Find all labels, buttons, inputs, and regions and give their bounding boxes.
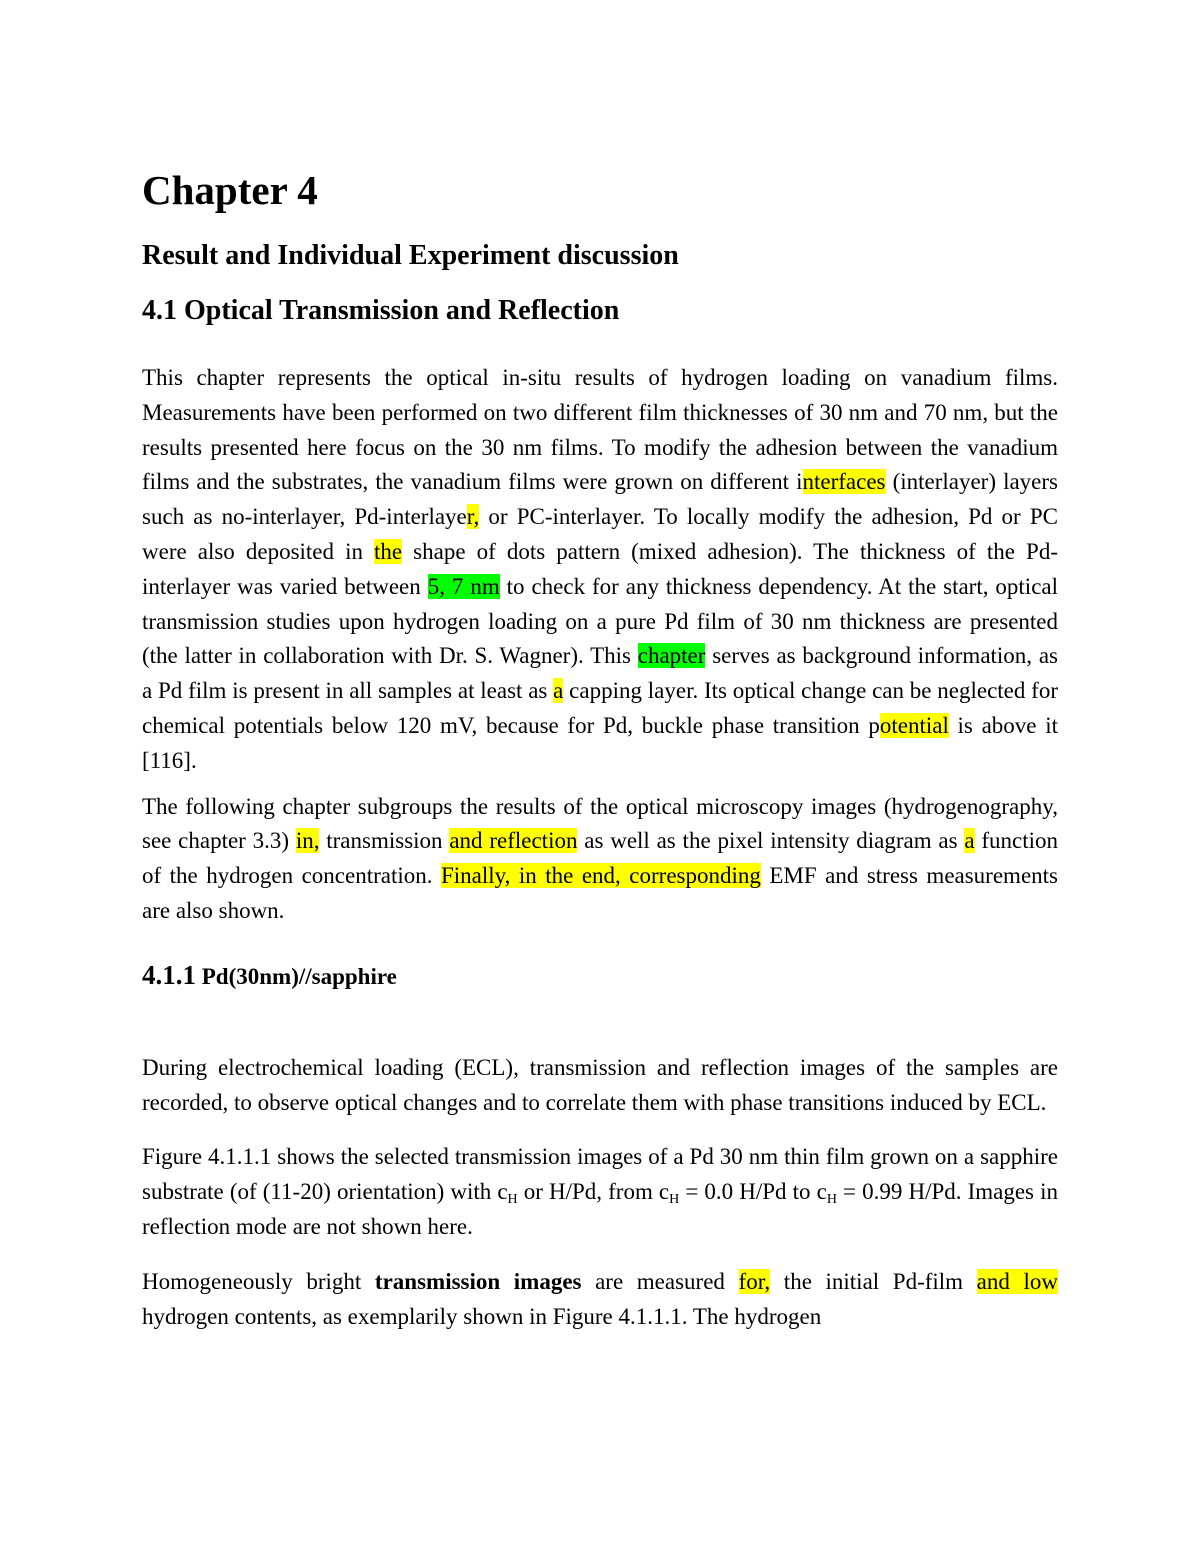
paragraph-ecl: During electrochemical loading (ECL), transmission and reflection images of the samples are recorded, to observe optical changes and to correlate them with phase transitions induced by ECL.	[142, 1054, 1058, 1115]
text-run: are measured	[581, 1268, 739, 1294]
text-run: EMF and stress measurements are also shown.	[142, 863, 1058, 923]
subscript: H	[826, 1192, 837, 1208]
paragraph-figure	[142, 1140, 1058, 1244]
subsection-title: Pd(30nm)//sapphire	[196, 963, 397, 989]
text-run: Homogeneously bright	[142, 1268, 375, 1294]
section-heading-4-1: 4.1 Optical Transmission and Reflection	[142, 295, 620, 326]
highlight-yellow: a	[964, 828, 975, 854]
highlight-yellow: in,	[295, 828, 320, 854]
document-page	[142, 160, 1058, 1334]
highlight-yellow: nterfaces	[802, 469, 886, 495]
chapter-title: Chapter 4	[142, 167, 318, 213]
highlight-yellow: a	[553, 678, 564, 704]
bold-text: transmission images	[374, 1268, 582, 1294]
text-run: as well as the pixel intensity diagram as	[577, 828, 965, 854]
text-run: (interlayer) layers such as no-interlayer, Pd-interlaye	[142, 469, 1058, 530]
highlight-yellow: and low	[976, 1268, 1058, 1294]
text-run: This chapter represents the optical in-situ results of hydrogen loading on vanadium films. Measurements have been performed on two different film thicknesses of 30 nm and 70 nm, but the results presented here focus on the 30 nm films. To modify the adhesion between the vanadium films and the substrates, the vanadium films were grown on different i	[142, 365, 1058, 495]
subsection-heading-4-1-1	[142, 957, 1058, 997]
text-run: = 0.99 H/Pd. Images in reflection mode are not shown here.	[142, 1179, 1058, 1239]
text-run: or PC-interlayer. To locally modify the adhesion, Pd or PC were also deposited in	[142, 504, 1058, 564]
section-heading-result: Result and Individual Experiment discussion	[142, 240, 679, 271]
paragraph-overview	[142, 790, 1058, 929]
text-run: to check for any thickness dependency. At the start, optical transmission studies upon hydrogen loading on a pure Pd film of 30 nm thickness are presented (the latter in collaboration with Dr. S. Wagner). This	[142, 573, 1058, 669]
text-run: or H/Pd, from c	[517, 1179, 670, 1205]
text-run: serves as background information, as a Pd film is present in all samples at least as	[142, 643, 1058, 704]
highlight-green: chapter	[637, 643, 706, 669]
text-run: function of the hydrogen concentration.	[142, 828, 1059, 889]
text-run: hydrogen contents, as exemplarily shown in Figure 4.1.1.1. The hydrogen	[142, 1303, 822, 1329]
text-run: transmission	[319, 828, 450, 854]
highlight-yellow: Finally, in the end, corresponding	[440, 863, 761, 889]
highlight-yellow: and reflection	[449, 828, 578, 854]
highlight-yellow: otential	[879, 712, 949, 738]
highlight-yellow: for,	[738, 1268, 771, 1294]
subsection-number: 4.1.1	[142, 959, 196, 990]
subscript: H	[669, 1192, 680, 1208]
text-run: is above it [116].	[142, 712, 1058, 773]
text-run: = 0.0 H/Pd to c	[679, 1179, 827, 1205]
text-run: the initial Pd-film	[770, 1268, 977, 1294]
paragraph-homogeneous	[142, 1265, 1058, 1335]
text-run: Figure 4.1.1.1 shows the selected transmission images of a Pd 30 nm thin film grown on a sapphire substrate (of (11-20) orientation) with c	[142, 1144, 1058, 1205]
text-run: capping layer. Its optical change can be neglected for chemical potentials below 120 mV, because for Pd, buckle phase transition p	[142, 678, 1058, 738]
text-run: shape of dots pattern (mixed adhesion). The thickness of the Pd-interlayer was varied between	[142, 538, 1058, 599]
paragraph-intro	[142, 361, 1058, 779]
highlight-yellow: r,	[466, 504, 480, 530]
text-run: The following chapter subgroups the results of the optical microscopy images (hydrogenography, see chapter 3.3)	[142, 793, 1058, 854]
subscript: H	[507, 1192, 518, 1208]
highlight-green: 5, 7 nm	[427, 573, 500, 599]
highlight-yellow: the	[374, 538, 403, 564]
